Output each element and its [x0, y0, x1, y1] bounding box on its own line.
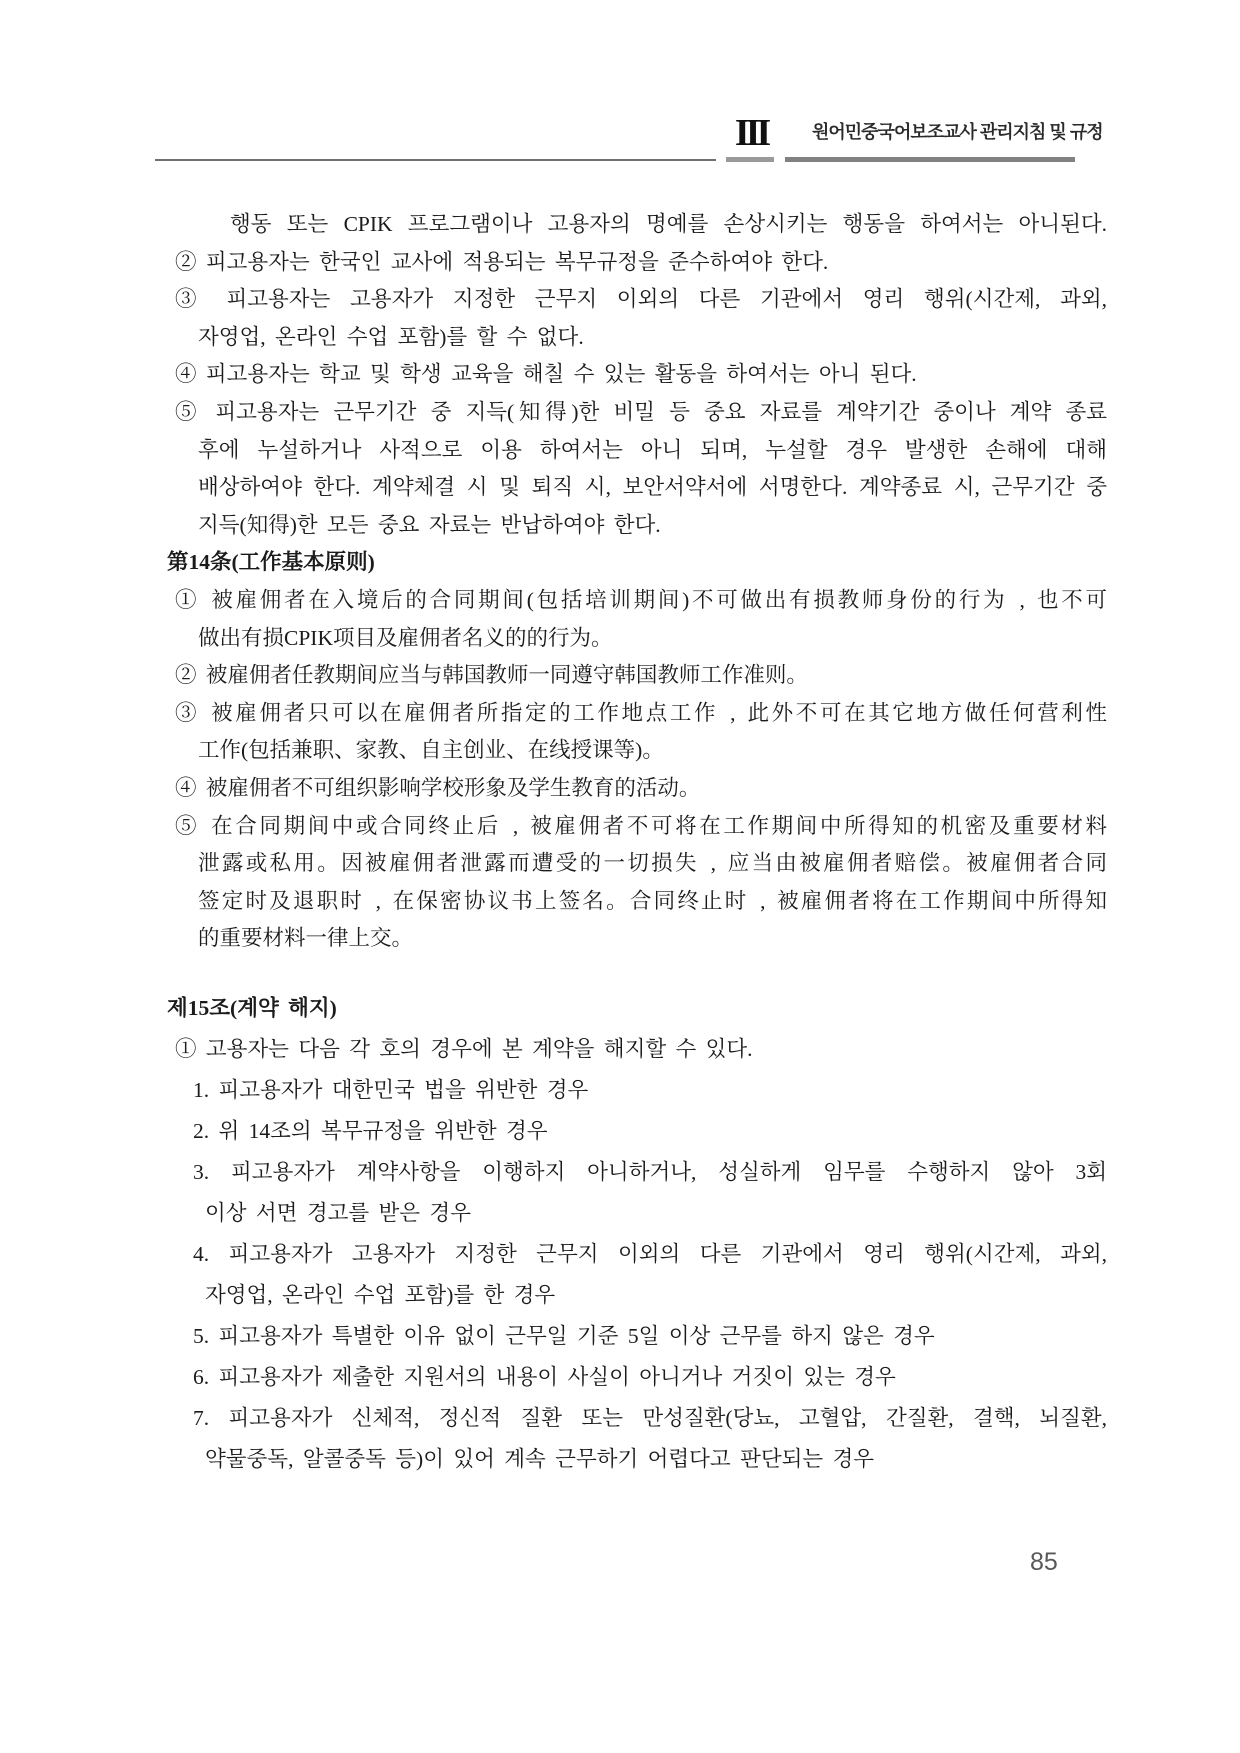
text-line: 的重要材料一律上交。: [198, 926, 414, 951]
text-line: ① 고용자는 다음 각 호의 경우에 본 계약을 해지할 수 있다.: [175, 1037, 753, 1061]
text-line: 7. 피고용자가 신체적, 정신적 질환 또는 만성질환(당뇨, 고혈압, 간질환, 결핵, 뇌질환,: [193, 1406, 1107, 1430]
header-rule-under-numeral: [726, 157, 774, 162]
text-line: 2. 위 14조의 복무규정을 위반한 경우: [193, 1119, 548, 1143]
text-line: 행동 또는 CPIK 프로그램이나 고용자의 명예를 손상시키는 행동을 하여서는 아니된다.: [230, 212, 1107, 236]
text-line: 1. 피고용자가 대한민국 법을 위반한 경우: [193, 1078, 589, 1102]
header-rule-right: [785, 157, 1075, 162]
text-line: ② 피고용자는 한국인 교사에 적용되는 복무규정을 준수하여야 한다.: [175, 249, 829, 274]
text-line: ③ 피고용자는 고용자가 지정한 근무지 이외의 다른 기관에서 영리 행위(시간제, 과외,: [175, 287, 1107, 312]
header-section-numeral: III: [734, 112, 768, 154]
header-rule-left: [155, 159, 716, 161]
text-line: 6. 피고용자가 제출한 지원서의 내용이 사실이 아니거나 거짓이 있는 경우: [193, 1365, 896, 1389]
text-line: ⑤ 在合同期间中或合同终止后 , 被雇佣者不可将在工作期间中所得知的机密及重要材料: [175, 813, 1107, 838]
text-line: 약물중독, 알콜중독 등)이 있어 계속 근무하기 어렵다고 판단되는 경우: [205, 1447, 875, 1471]
text-line: 자영업, 온라인 수업 포함)를 한 경우: [205, 1283, 556, 1307]
text-line: 泄露或私用。因被雇佣者泄露而遭受的一切损失 , 应当由被雇佣者赔偿。被雇佣者合同: [198, 851, 1107, 876]
text-line: 做出有损CPIK项目及雇佣者名义的的行为。: [198, 625, 613, 650]
text-line: 工作(包括兼职、家教、自主创业、在线授课等)。: [198, 738, 664, 763]
header-title: 원어민중국어보조교사 관리지침 및 규정: [812, 122, 1103, 142]
article-heading: 第14条(工作基本原则): [167, 550, 375, 575]
text-line: 5. 피고용자가 특별한 이유 없이 근무일 기준 5일 이상 근무를 하지 않은 경우: [193, 1324, 935, 1348]
text-line: 签定时及退职时 , 在保密协议书上签名。合同终止时 , 被雇佣者将在工作期间中所得知: [198, 888, 1107, 913]
text-line: ② 被雇佣者任教期间应当与韩国教师一同遵守韩国教师工作准则。: [175, 663, 808, 688]
article-body-upper: [160, 206, 1107, 958]
text-line: 이상 서면 경고를 받은 경우: [205, 1201, 471, 1225]
text-line: ⑤ 피고용자는 근무기간 중 지득(知得)한 비밀 등 중요 자료를 계약기간 중이나 계약 종료: [175, 399, 1107, 424]
text-line: 자영업, 온라인 수업 포함)를 할 수 없다.: [198, 324, 584, 349]
article-heading: 제15조(계약 해지): [167, 996, 337, 1020]
text-line: ① 被雇佣者在入境后的合同期间(包括培训期间)不可做出有损教师身份的行为 , 也不可: [175, 587, 1107, 612]
text-line: ④ 피고용자는 학교 및 학생 교육을 해칠 수 있는 활동을 하여서는 아니 된다.: [175, 362, 917, 387]
article-body-lower: [160, 988, 1107, 1480]
text-line: 지득(知得)한 모든 중요 자료는 반납하여야 한다.: [198, 512, 661, 537]
text-line: 3. 피고용자가 계약사항을 이행하지 아니하거나, 성실하게 임무를 수행하지 않아 3회: [193, 1160, 1107, 1184]
text-line: 후에 누설하거나 사적으로 이용 하여서는 아니 되며, 누설할 경우 발생한 손해에 대해: [198, 437, 1107, 462]
text-line: ④ 被雇佣者不可组织影响学校形象及学生教育的活动。: [175, 775, 701, 800]
page-number: 85: [1030, 1548, 1058, 1576]
text-line: 배상하여야 한다. 계약체결 시 및 퇴직 시, 보안서약서에 서명한다. 계약종료 시, 근무기간 중: [198, 475, 1107, 500]
text-line: 4. 피고용자가 고용자가 지정한 근무지 이외의 다른 기관에서 영리 행위(시간제, 과외,: [193, 1242, 1107, 1266]
text-line: ③ 被雇佣者只可以在雇佣者所指定的工作地点工作 , 此外不可在其它地方做任何营利性: [175, 700, 1107, 725]
